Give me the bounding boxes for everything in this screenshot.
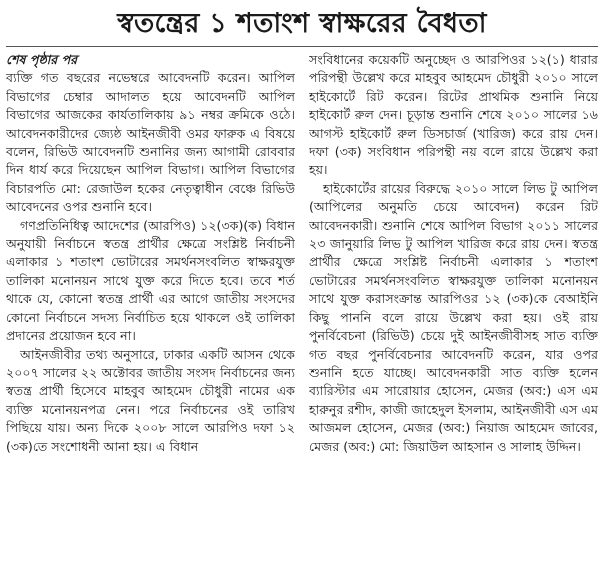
paragraph: গণপ্রতিনিধিত্ব আদেশের (আরপিও) ১২(৩ক)(ক) বিধান অনুযায়ী নির্বাচনে স্বতন্ত্র প্রার্থীর ক্ষেত্রে সংশ্লিষ্ট নির্বাচনী এলাকার ১ শতাংশ ভোটারের সমর্থনসংবলিত স্বাক্ষরযুক্ত তালিকা মনোনয়ন সাথে যুক্ত করে দিতে হবে। তবে শর্ত থাকে যে, কোনো স্বতন্ত্র প্রার্থী এর আগে জাতীয় সংসদের কোনো নির্বাচনে সদস্য নির্বাচিত হয়ে থাকলে ওই তালিকা প্রদানের প্রয়োজন হবে না। [6, 217, 295, 344]
paragraph: আইনজীবীর তথ্য অনুসারে, ঢাকার একটি আসন থেকে ২০০৭ সালের ২২ অক্টোবর জাতীয় সংসদ নির্বাচনের জন্য স্বতন্ত্র প্রার্থী হিসেবে মাহবুব আহমেদ চৌধুরী নামের এক ব্যক্তি মনোনয়নপত্র নেন। পরে নির্বাচনের ওই তারিখ পিছিয়ে যায়। অন্য দিকে ২০০৮ সালে আরপিও দফা ১২ (৩ক)তে সংশোধনী আনা হয়। এ বিধান [6, 346, 295, 454]
paragraph: হাইকোর্টের রায়ের বিরুদ্ধে ২০১০ সালে লিভ টু আপিল (আপিলের অনুমতি চেয়ে আবেদন) করেন রিট আবেদনকারী। শুনানি শেষে আপিল বিভাগ ২০১১ সালের ২৩ জানুয়ারি লিভ টু আপিল খারিজ করে রায় দেন। স্বতন্ত্র প্রার্থীর ক্ষেত্রে সংশ্লিষ্ট নির্বাচনী এলাকার ১ শতাংশ ভোটারের সমর্থনসংবলিত স্বাক্ষরযুক্ত তালিকা মনোনয়ন সাথে যুক্ত করাসংক্রান্ত আরপিওর ১২ (৩ক)কে বেআইনি কিছু পাননি বলে রায়ে উল্লেখ করা হয়। ওই রায় পুনর্বিবেচনা (রিভিউ) চেয়ে দুই আইনজীবীসহ সাত ব্যক্তি গত বছর পুনর্বিবেচনার আবেদনটি করেন, যার ওপর শুনানি হতে যাচ্ছে। আবেদনকারী সাত ব্যক্তি হলেন ব্যারিস্টার এম সারোয়ার হোসেন, মেজর (অব:) এস এম হারুনুর রশীদ, কাজী জাহেদুল ইসলাম, আইনজীবী এস এম আজমল হোসেন, মেজর (অব:) নিয়াজ আহমেদ জাবের, মেজর (অব:) মো: জিয়াউল আহসান ও সালাহ উদ্দিন। [309, 180, 598, 454]
right-column [309, 51, 598, 556]
paragraph: সংবিধানের কয়েকটি অনুচ্ছেদ ও আরপিওর ১২(১) ধারার পরিপন্থী উল্লেখ করে মাহবুব আহমেদ চৌধুরী ২০১০ সালে হাইকোর্টে রিট করেন। রিটের প্রাথমিক শুনানি নিয়ে হাইকোর্ট রুল দেন। চূড়ান্ত শুনানি শেষে ২০১০ সালের ১৬ আগস্ট হাইকোর্ট রুল ডিসচার্জ (খারিজ) করে রায় দেন। দফা (৩ক) সংবিধান পরিপন্থী নয় বলে রায়ে উল্লেখ করা হয়। [309, 52, 598, 178]
continued-from-label: শেষ পৃষ্ঠার পর [6, 52, 78, 67]
article-body [6, 51, 598, 556]
left-column [6, 51, 295, 556]
headline-rule [6, 46, 598, 47]
paragraph: ব্যক্তি গত বছরের নভেম্বরে আবেদনটি করেন। আপিল বিভাগের চেম্বার আদালত হয়ে আবেদনটি আপিল বিভাগের আজকের কার্যতালিকায় ৯১ নম্বর ক্রমিকে ওঠে। আবেদনকারীদের জ্যেষ্ঠ আইনজীবী ওমর ফারুক এ বিষয়ে বলেন, রিভিউ আবেদনটি শুনানির জন্য আগামী রোববার দিন ধার্য করে দিয়েছেন আপিল বিভাগ। আপিল বিভাগের বিচারপতি মো: রেজাউল হকের নেতৃত্বাধীন বেঞ্চে রিভিউ আবেদনের ওপর শুনানি হবে। [6, 70, 295, 215]
headline: স্বতন্ত্রের ১ শতাংশ স্বাক্ষরের বৈধতা [117, 8, 487, 39]
